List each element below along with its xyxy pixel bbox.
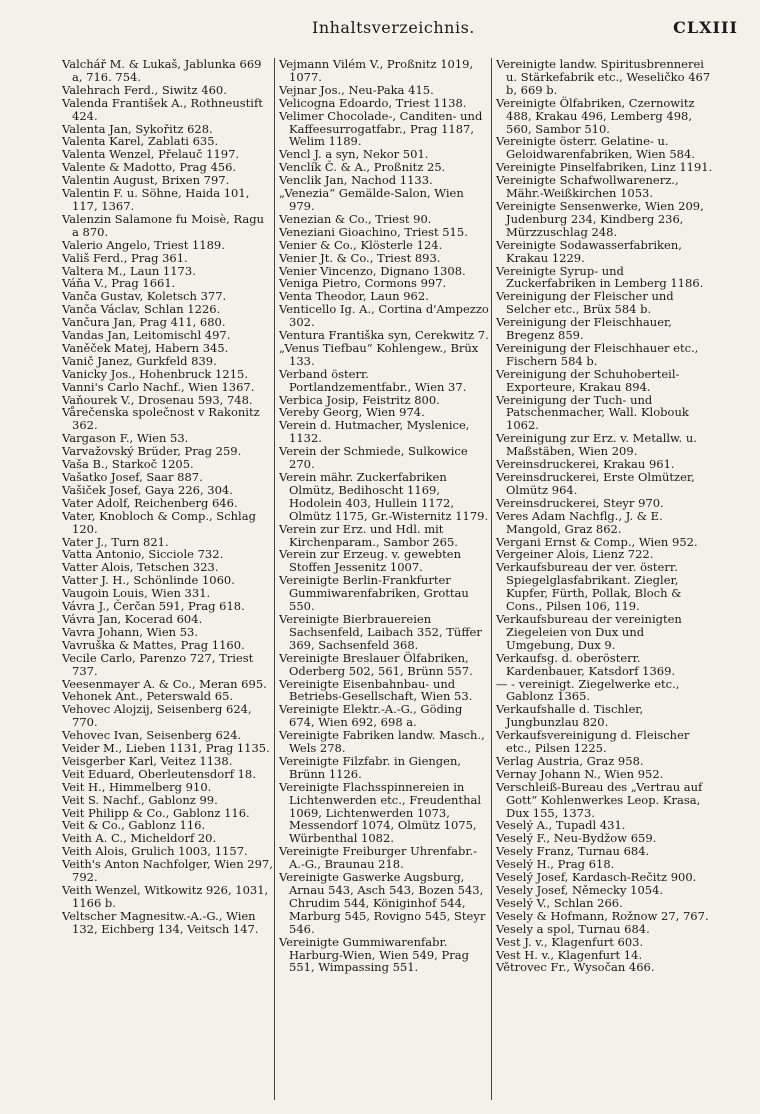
index-entry: Vest H. v., Klagenfurt 14.: [496, 947, 643, 962]
index-entry: Valente & Madotto, Prag 456.: [62, 160, 237, 175]
index-entry: Valenta Jan, Sykořitz 628.: [62, 121, 213, 136]
index-entry: Vesely a spol, Turnau 684.: [496, 921, 650, 936]
index-entry: „Venezia“ Gemälde-Salon, Wien 979.: [279, 186, 464, 213]
index-entry: Vernay Johann N., Wien 952.: [496, 766, 664, 781]
index-entry: Vaněček Matej, Habern 345.: [62, 340, 229, 355]
index-entry: Vehonek Ant., Peterswald 65.: [62, 689, 234, 704]
index-entry: Vereinigte Freiburger Uhrenfabr.-A.-G., Braunau 218.: [279, 844, 478, 872]
index-entry: Vavruška & Mattes, Prag 1160.: [62, 637, 245, 652]
index-entry: Vesely Franz, Turnau 684.: [496, 844, 650, 859]
index-entry: Veit & Co., Gablonz 116.: [62, 818, 206, 833]
index-entry: Vereinsdruckerei, Steyr 970.: [496, 495, 664, 510]
index-entry: Venticello Ig. A., Cortina d'Ampezzo 302.: [279, 302, 489, 330]
index-entry: Vereinigte Filzfabr. in Giengen, Brünn 1126.: [279, 753, 462, 781]
index-entry: Veselý H., Prag 618.: [496, 857, 615, 872]
index-entry: Venclik Jan, Nachod 1133.: [279, 173, 433, 188]
index-entry: Venier & Co., Klösterle 124.: [279, 237, 443, 252]
index-entry: Vaňourek V., Drosenau 593, 748.: [62, 392, 253, 407]
index-entry: Vereinigte Berlin-Frankfurter Gummiwarenfabriken, Grottau 550.: [279, 573, 469, 614]
index-entry: Vejnar Jos., Neu-Paka 415.: [279, 82, 434, 97]
index-entry: Vanič Janez, Gurkfeld 839.: [62, 353, 217, 368]
index-entry: Veith Alois, Grulich 1003, 1157.: [62, 844, 248, 859]
index-entry: Ventura Františka syn, Cerekwitz 7.: [279, 328, 489, 343]
index-entry: Vereinigte Pinselfabriken, Linz 1191.: [496, 160, 713, 175]
index-entry: Vanča Gustav, Koletsch 377.: [62, 289, 227, 304]
index-entry: Verschleiß-Bureau des „Vertrau auf Gott“ Kohlenwerkes Leop. Krasa, Dux 155, 1373.: [496, 779, 703, 820]
index-entry: Velicogna Edoardo, Triest 1138.: [279, 95, 467, 110]
index-entry: Vereinigung der Fleischhauer etc., Fischern 584 b.: [496, 340, 699, 368]
index-entry: Vanicky Jos., Hohenbruck 1215.: [62, 366, 248, 381]
index-entry: Vávra Jan, Kocerad 604.: [62, 611, 203, 626]
index-entry: Vergani Ernst & Comp., Wien 952.: [496, 534, 698, 549]
index-entry: Vereby Georg, Wien 974.: [279, 405, 425, 420]
index-entry: Veselý Josef, Kardasch-Rečitz 900.: [496, 870, 697, 885]
index-entry: Vereinsdruckerei, Erste Olmützer, Olmütz 964.: [496, 470, 695, 497]
index-entry: Vaugoin Louis, Wien 331.: [62, 586, 211, 601]
index-entry: Vereinigung der Tuch- und Patschenmacher, Wall. Klobouk 1062.: [496, 392, 689, 433]
index-entry: Veres Adam Nachflg., J. & E. Mangold, Graz 862.: [496, 508, 663, 536]
index-entry: Vejmann Vilém V., Proßnitz 1019, 1077.: [279, 57, 474, 84]
index-entry: Vereinigte österr. Gelatine- u. Geloidwarenfabriken, Wien 584.: [496, 134, 695, 162]
index-entry: Vereinigte Gummiwarenfabr. Harburg-Wien, Wien 549, Prag 551, Wimpassing 551.: [279, 934, 469, 975]
index-entry: Vereinigung zur Erz. v. Metallw. u. Maßstäben, Wien 209.: [496, 431, 697, 459]
index-entry: Větrovec Fr., Wysočan 466.: [496, 960, 655, 975]
index-entry: Vašiček Josef, Gaya 226, 304.: [62, 482, 233, 497]
index-entry: Venier Vincenzo, Dignano 1308.: [279, 263, 466, 278]
index-entry: Veselý A., Tupadl 431.: [496, 818, 626, 833]
index-entry: Veit S. Nachf., Gablonz 99.: [62, 792, 218, 807]
index-entry: Vater Adolf, Reichenberg 646.: [62, 495, 238, 510]
index-entry: Vecile Carlo, Parenzo 727, Triest 737.: [62, 650, 254, 678]
index-entry: Vereinigte Breslauer Ölfabriken, Oderberg 502, 561, Brünn 557.: [279, 650, 473, 678]
index-entry: Veider M., Lieben 1131, Prag 1135.: [62, 741, 270, 756]
index-entry: Vandas Jan, Leitomischl 497.: [62, 328, 231, 343]
index-entry: Verein zur Erzeug. v. gewebten Stoffen Jessenitz 1007.: [279, 547, 462, 575]
index-entry: Vanni's Carlo Nachf., Wien 1367.: [62, 379, 255, 394]
index-entry: Vávra J., Čerčan 591, Prag 618.: [62, 599, 245, 614]
index-entry: Veit Philipp & Co., Gablonz 116.: [62, 805, 250, 820]
index-entry: Vesely Josef, Německy 1054.: [496, 883, 664, 897]
index-entry: Valenda František A., Rothneustift 424.: [62, 95, 263, 123]
index-entry: Veith Wenzel, Witkowitz 926, 1031, 1166 b.: [62, 883, 269, 910]
index-entry: Verband österr. Portlandzementfabr., Wien 37.: [279, 366, 467, 394]
index-entry: Veltscher Magnesitw.-A.-G., Wien 132, Eichberg 134, Veitsch 147.: [62, 908, 259, 936]
column-divider: [491, 58, 492, 1100]
index-entry: Vančura Jan, Prag 411, 680.: [62, 315, 226, 330]
index-entry: Veit H., Himmelberg 910.: [62, 779, 212, 794]
index-entry: Vereinigte Bierbrauereien Sachsenfeld, Laibach 352, Tüffer 369, Sachsenfeld 368.: [279, 611, 482, 652]
index-entry: Vehovec Ivan, Seisenberg 624.: [62, 728, 242, 743]
index-entry: Varvažovský Brüder, Prag 259.: [62, 444, 242, 459]
index-entry: Vereinigte Sensenwerke, Wien 209, Judenburg 234, Kindberg 236, Mürzzuschlag 248.: [496, 198, 704, 239]
index-entry: Veith's Anton Nachfolger, Wien 297, 792.: [62, 857, 273, 885]
index-entry: Valentin F. u. Söhne, Haida 101, 117, 1367.: [62, 186, 250, 213]
index-entry: Verkaufshalle d. Tischler, Jungbunzlau 820.: [496, 702, 644, 730]
index-entry: Vencl J. a syn, Nekor 501.: [279, 147, 429, 162]
index-entry: Vereinigte Eisenbahnbau- und Betriebs-Gesellschaft, Wien 53.: [279, 676, 473, 704]
index-entry: Vereinigte Ölfabriken, Czernowitz 488, Krakau 496, Lemberg 498, 560, Sambor 510.: [496, 95, 695, 136]
index-entry: Vesely & Hofmann, Rožnow 27, 767.: [496, 908, 709, 923]
index-entry: Verkaufsg. d. oberösterr. Kardenbauer, Katsdorf 1369.: [496, 650, 676, 678]
index-entry: — - vereinigt. Ziegelwerke etc., Gablonz 1365.: [496, 676, 680, 704]
index-entry: Veisgerber Karl, Veitez 1138.: [62, 753, 233, 768]
index-entry: Vereinigung der Schuhoberteil-Exporteure, Krakau 894.: [496, 366, 680, 394]
page-header: [0, 14, 760, 44]
index-entry: Vereinigte Flachsspinnereien in Lichtenwerden etc., Freudenthal 1069, Lichtenwerden 1073, Messendorf 1074, Olmütz 1075, Würbenthal 1082.: [279, 779, 482, 846]
index-entry: Vereinigte Gaswerke Augsburg, Arnau 543, Asch 543, Bozen 543, Chrudim 544, Königinhof 544, Marburg 545, Rovigno 545, Steyr 546.: [279, 870, 486, 936]
index-entry: Velimer Chocolade-, Canditen- und Kaffeesurrogatfabr., Prag 1187, Welim 1189.: [279, 108, 483, 149]
index-entry: Valehrach Ferd., Siwitz 460.: [62, 82, 227, 97]
index-entry: Valtera M., Laun 1173.: [62, 263, 196, 278]
page-title: Inhaltsverzeichnis.: [312, 18, 475, 37]
index-entry: Vehovec Alojzij, Seisenberg 624, 770.: [62, 702, 252, 730]
index-entry: Venclík Č. & A., Proßnitz 25.: [279, 160, 446, 175]
index-entry: Venezian & Co., Triest 90.: [279, 211, 432, 226]
index-entry: Vavra Johann, Wien 53.: [62, 624, 198, 639]
index-entry: Valenta Wenzel, Přelauč 1197.: [62, 147, 240, 162]
index-column-1: [62, 58, 274, 936]
index-entry: Vereinigung der Fleischhauer, Bregenz 859.: [496, 315, 672, 343]
index-entry: Valchář M. & Lukaš, Jablunka 669 a, 716. 754.: [62, 57, 262, 84]
index-entry: Verein der Schmiede, Sulkowice 270.: [279, 444, 468, 472]
index-entry: Vanča Václav, Schlan 1226.: [62, 302, 221, 317]
index-entry: Veselý F., Neu-Bydžow 659.: [496, 831, 657, 846]
index-entry: Veesenmayer A. & Co., Meran 695.: [62, 676, 267, 691]
index-entry: Verein zur Erz. und Hdl. mit Kirchenparam., Sambor 265.: [279, 521, 458, 549]
index-entry: Venier Jt. & Co., Triest 893.: [279, 250, 441, 265]
index-entry: Vereinigte Schafwollwarenerz., Mähr.-Weißkirchen 1053.: [496, 173, 679, 201]
index-entry: Vereinigte Sodawasserfabriken, Krakau 1229.: [496, 237, 682, 265]
index-entry: Verein mähr. Zuckerfabriken Olmütz, Bedihoscht 1169, Hodolein 403, Hullein 1172, Olmütz 1175, Gr.-Wisternitz 1179.: [279, 470, 489, 523]
index-entry: Veselý V., Schlan 266.: [496, 895, 623, 910]
index-entry: Verkaufsbureau der ver. österr. Spiegelglasfabrikant. Ziegler, Kupfer, Fürth, Pollak, Bloch & Cons., Pilsen 106, 119.: [496, 560, 682, 614]
index-entry: Vereinigte Fabriken landw. Masch., Wels 278.: [279, 728, 485, 756]
index-entry: Vårečenska společnost v Rakonitz 362.: [62, 405, 260, 433]
page-number: CLXIII: [673, 18, 738, 37]
index-entry: Vater, Knobloch & Comp., Schlag 120.: [62, 508, 256, 536]
index-entry: Valenzin Salamone fu Moisè, Ragu a 870.: [62, 211, 265, 239]
index-entry: Verkaufsbureau der vereinigten Ziegeleien von Dux und Umgebung, Dux 9.: [496, 611, 682, 652]
index-entry: Valenta Karel, Zablati 635.: [62, 134, 219, 149]
column-divider: [274, 58, 275, 1100]
index-entry: Verlag Austria, Graz 958.: [496, 753, 644, 768]
index-entry: Vergeiner Alois, Lienz 722.: [496, 547, 654, 562]
index-entry: Vest J. v., Klagenfurt 603.: [496, 934, 644, 949]
index-entry: Verkaufsvereinigung d. Fleischer etc., Pilsen 1225.: [496, 728, 690, 756]
index-entry: Vatta Antonio, Sicciole 732.: [62, 547, 224, 562]
index-entry: „Venus Tiefbau“ Kohlengew., Brüx 133.: [279, 340, 479, 368]
index-entry: Veniga Pietro, Cormons 997.: [279, 276, 447, 291]
index-entry: Vaša B., Starkoč 1205.: [62, 457, 194, 472]
index-entry: Vereinigte Syrup- und Zuckerfabriken in Lemberg 1186.: [496, 263, 704, 291]
index-entry: Vater J., Turn 821.: [62, 534, 169, 549]
index-entry: Verbica Josip, Feistritz 800.: [279, 392, 440, 407]
index-entry: Veith A. C., Micheldorf 20.: [62, 831, 217, 846]
index-entry: Vereinigung der Fleischer und Selcher etc., Brüx 584 b.: [496, 289, 674, 317]
index-entry: Vereinigte landw. Spiritusbrennerei u. Stärkefabrik etc., Weseličko 467 b, 669 b.: [496, 57, 711, 97]
index-entry: Valerio Angelo, Triest 1189.: [62, 237, 225, 252]
index-entry: Váňa V., Prag 1661.: [62, 276, 176, 291]
index-entry: Vereinigte Elektr.-A.-G., Göding 674, Wien 692, 698 a.: [279, 702, 463, 730]
index-entry: Vatter Alois, Tetschen 323.: [62, 560, 219, 575]
index-entry: Venta Theodor, Laun 962.: [279, 289, 429, 304]
index-entry: Vašatko Josef, Saar 887.: [62, 470, 203, 484]
index-entry: Vatter J. H., Schönlinde 1060.: [62, 573, 235, 588]
index-entry: Veneziani Gioachino, Triest 515.: [279, 224, 468, 239]
index-entry: Veit Eduard, Oberleutensdorf 18.: [62, 766, 256, 781]
index-entry: Vereinsdruckerei, Krakau 961.: [496, 457, 675, 472]
index-entry: Verein d. Hutmacher, Myslenice, 1132.: [279, 418, 470, 446]
index-entry: Valentin August, Brixen 797.: [62, 173, 230, 188]
index-entry: Vargason F., Wien 53.: [62, 431, 189, 446]
index-column-3: [496, 58, 714, 974]
index-entry: Vališ Ferd., Prag 361.: [62, 250, 188, 265]
index-column-2: [279, 58, 491, 974]
